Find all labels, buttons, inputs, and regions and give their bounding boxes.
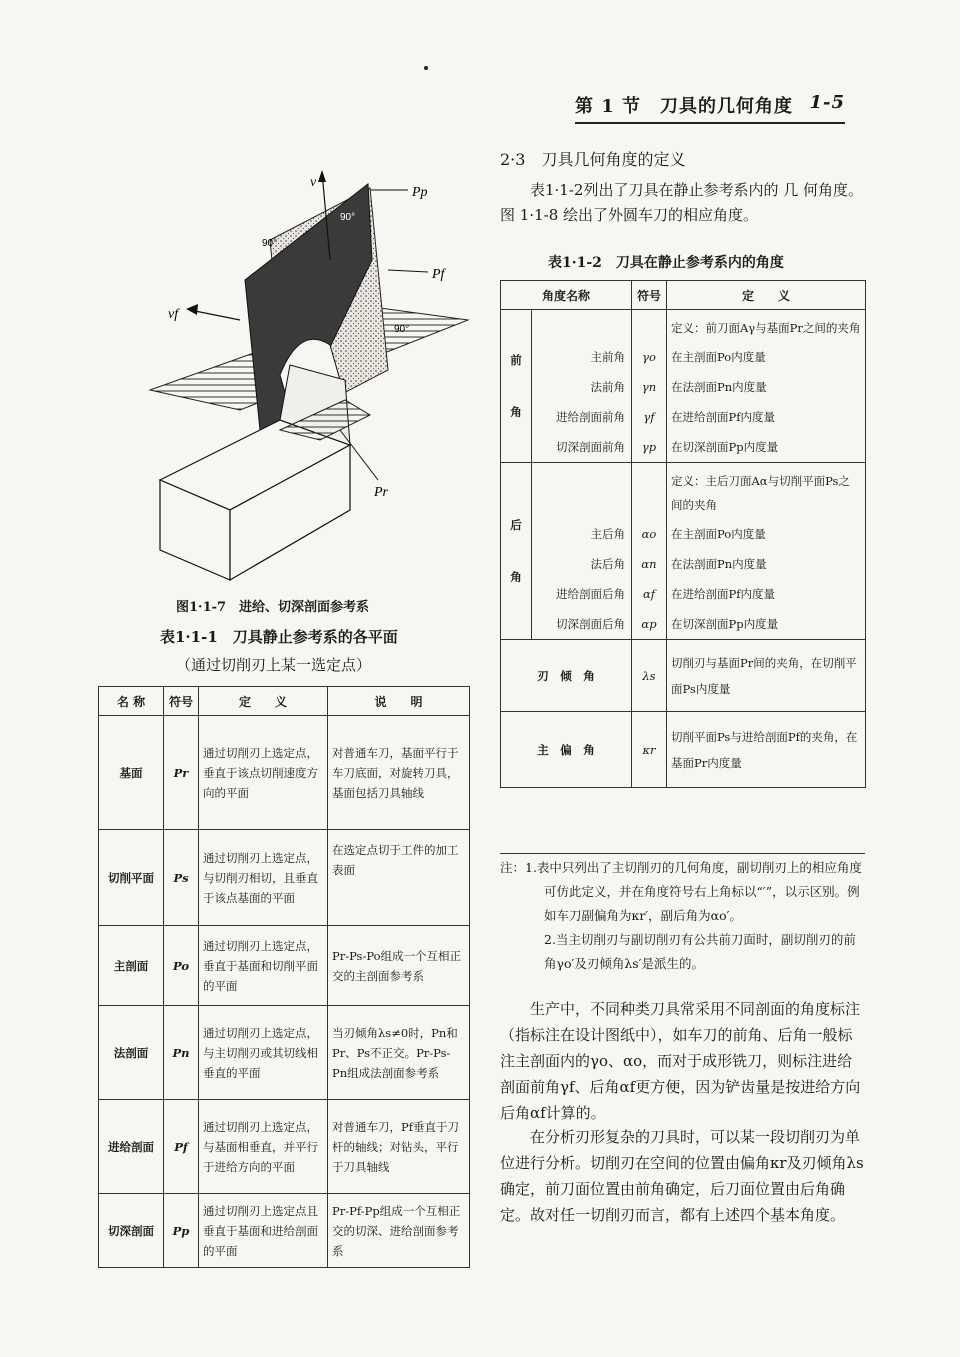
row-definition: 通过切削刃上选定点，与主切削刃或其切线相垂直的平面 <box>199 1006 328 1100</box>
table2 <box>500 280 866 788</box>
label-vf: vf <box>168 307 179 322</box>
table-row <box>99 716 470 830</box>
angle-name: 法后角 <box>532 549 632 579</box>
row-name: 进给剖面 <box>99 1100 164 1194</box>
label-pp: Pp <box>412 185 428 200</box>
group-label-rake: 前 角 <box>501 310 532 463</box>
table1 <box>98 686 470 1268</box>
row-definition: 通过切削刃上选定点，垂直于基面和切削平面的平面 <box>199 926 328 1006</box>
row-symbol: Pf <box>164 1100 199 1194</box>
intro-paragraph: 表1·1-2列出了刀具在静止参考系内的 几 何角度。图 1·1-8 绘出了外圆车刀的相应角度。 <box>500 181 864 224</box>
table1-header-definition: 定 义 <box>199 687 328 716</box>
table-row <box>501 342 866 372</box>
table-row <box>99 1100 470 1194</box>
page-number: 1-5 <box>809 92 845 113</box>
table-row <box>99 926 470 1006</box>
row-definition: 通过切削刃上选定点，与基面相垂直，并平行于进给方向的平面 <box>199 1100 328 1194</box>
row-note: 对普通车刀，Pf垂直于刀杆的轴线；对钻头，平行于刀具轴线 <box>328 1100 470 1194</box>
label-pf: Pf <box>432 267 445 282</box>
angle-name: 进给剖面前角 <box>532 402 632 432</box>
table-row <box>501 402 866 432</box>
angle-name: 主后角 <box>532 519 632 549</box>
angle-definition: 在法剖面Pn内度量 <box>667 549 866 579</box>
angle-name: 切深剖面后角 <box>532 609 632 640</box>
row-symbol: Pr <box>164 716 199 830</box>
note-1: 注：1.表中只列出了主切削刃的几何角度，副切削刃上的相应角度可仿此定义，并在角度符号右上角标以“′”，以示区别。例如车刀副偏角为κr′，副后角为αo′。 <box>500 860 862 923</box>
row-definition: 通过切削刃上选定点且垂直于基面和进给剖面的平面 <box>199 1194 328 1268</box>
table-row <box>501 372 866 402</box>
table-row <box>99 830 470 926</box>
row-name: 基面 <box>99 716 164 830</box>
angle-definition: 在法剖面Pn内度量 <box>667 372 866 402</box>
row-name: 主剖面 <box>99 926 164 1006</box>
table2-header-symbol: 符号 <box>632 281 667 310</box>
table-row <box>501 549 866 579</box>
angle-symbol: λs <box>632 640 667 712</box>
table-row <box>501 310 866 343</box>
angle-definition: 在进给剖面Pf内度量 <box>667 579 866 609</box>
angle-symbol: αo <box>632 519 667 549</box>
label-90-1: 90° <box>340 212 356 223</box>
table-row <box>501 640 866 712</box>
angle-symbol: αp <box>632 609 667 640</box>
section-title: 2·3 刀具几何角度的定义 <box>500 150 686 169</box>
angle-symbol: γp <box>632 432 667 463</box>
group-definition: 定义：前刀面Aγ与基面Pr之间的夹角 <box>667 310 866 343</box>
row-note: 在选定点切于工件的加工表面 <box>328 830 470 926</box>
row-note: 对普通车刀，基面平行于车刀底面，对旋转刀具，基面包括刀具轴线 <box>328 716 470 830</box>
angle-symbol: γo <box>632 342 667 372</box>
label-pr: Pr <box>374 485 388 500</box>
angle-name: 主前角 <box>532 342 632 372</box>
angle-symbol: γn <box>632 372 667 402</box>
label-90-3: 90° <box>394 324 410 335</box>
table-row <box>501 609 866 640</box>
angle-symbol: αf <box>632 579 667 609</box>
table2-title: 表1·1-2 刀具在静止参考系内的角度 <box>548 255 784 271</box>
group-definition: 定义：主后刀面Aα与切削平面Ps之间的夹角 <box>667 463 866 520</box>
row-definition: 通过切削刃上选定点，垂直于该点切削速度方向的平面 <box>199 716 328 830</box>
page-mark <box>424 66 428 70</box>
group-label-clearance: 后 角 <box>501 463 532 640</box>
angle-name: 主 偏 角 <box>501 712 632 788</box>
running-header <box>575 92 845 124</box>
angle-symbol: κr <box>632 712 667 788</box>
angle-definition: 切削刃与基面Pr间的夹角，在切削平面Ps内度量 <box>667 640 866 712</box>
angle-definition: 切削平面Ps与进给剖面Pf的夹角，在基面Pr内度量 <box>667 712 866 788</box>
table-row <box>501 463 866 520</box>
row-symbol: Pp <box>164 1194 199 1268</box>
table-row <box>99 1006 470 1100</box>
angle-definition: 在进给剖面Pf内度量 <box>667 402 866 432</box>
table1-header-name: 名 称 <box>99 687 164 716</box>
figure-1-1-7 <box>140 160 480 600</box>
row-name: 切深剖面 <box>99 1194 164 1268</box>
table2-header-name: 角度名称 <box>501 281 632 310</box>
table1-title: 表1·1-1 刀具静止参考系的各平面 <box>160 628 398 646</box>
table1-header-note: 说 明 <box>328 687 470 716</box>
angle-name: 进给剖面后角 <box>532 579 632 609</box>
body-paragraph-2: 在分析刃形复杂的刀具时，可以某一段切削刃为单位进行分析。切削刃在空间的位置由偏角κr及刃倾角λs确定，前刀面位置由前角确定，后刀面位置由后角确定。故对任一切削刃而言，都有上述四个基本角度。 <box>500 1128 864 1224</box>
row-symbol: Pn <box>164 1006 199 1100</box>
label-v: v <box>310 175 317 190</box>
header-title: 第 1 节 刀具的几何角度 <box>575 96 794 117</box>
angle-name: 刃 倾 角 <box>501 640 632 712</box>
row-symbol: Ps <box>164 830 199 926</box>
label-90-2: 90° <box>262 238 278 249</box>
angle-symbol: γf <box>632 402 667 432</box>
note-2: 2.当主切削刃与副切削刃有公共前刀面时，副切削刃的前角γo′及刃倾角λs′是派生的。 <box>544 932 856 971</box>
table2-header-row <box>501 281 866 310</box>
angle-name: 法前角 <box>532 372 632 402</box>
row-note: Pr-Ps-Po组成一个互相正交的主剖面参考系 <box>328 926 470 1006</box>
table-row <box>501 432 866 463</box>
table-row <box>501 579 866 609</box>
figure-caption: 图1·1-7 进给、切深剖面参考系 <box>176 600 370 615</box>
row-definition: 通过切削刃上选定点，与切削刃相切，且垂直于该点基面的平面 <box>199 830 328 926</box>
table2-header-definition: 定 义 <box>667 281 866 310</box>
angle-definition: 在主剖面Po内度量 <box>667 519 866 549</box>
table-row <box>501 519 866 549</box>
table1-subtitle: （通过切削刃上某一选定点） <box>176 656 372 674</box>
angle-definition: 在切深剖面Pp内度量 <box>667 432 866 463</box>
row-symbol: Po <box>164 926 199 1006</box>
row-name: 切削平面 <box>99 830 164 926</box>
table-notes <box>500 853 865 976</box>
row-name: 法剖面 <box>99 1006 164 1100</box>
angle-symbol: αn <box>632 549 667 579</box>
row-note: Pr-Pf-Pp组成一个互相正交的切深、进给剖面参考系 <box>328 1194 470 1268</box>
table-row <box>501 712 866 788</box>
angle-definition: 在切深剖面Pp内度量 <box>667 609 866 640</box>
table1-header-row <box>99 687 470 716</box>
angle-definition: 在主剖面Po内度量 <box>667 342 866 372</box>
body-paragraph-1: 生产中，不同种类刀具常采用不同剖面的角度标注（指标注在设计图纸中），如车刀的前角、后角一般标注主剖面内的γo、αo，而对于成形铣刀，则标注进给剖面前角γf、后角αf更方便，因为铲齿量是按进给方向后角αf计算的。 <box>500 1000 861 1122</box>
row-note: 当刃倾角λs≠0时，Pn和Pr、Ps不正交。Pr-Ps-Pn组成法剖面参考系 <box>328 1006 470 1100</box>
table-row <box>99 1194 470 1268</box>
table1-header-symbol: 符号 <box>164 687 199 716</box>
angle-name: 切深剖面前角 <box>532 432 632 463</box>
